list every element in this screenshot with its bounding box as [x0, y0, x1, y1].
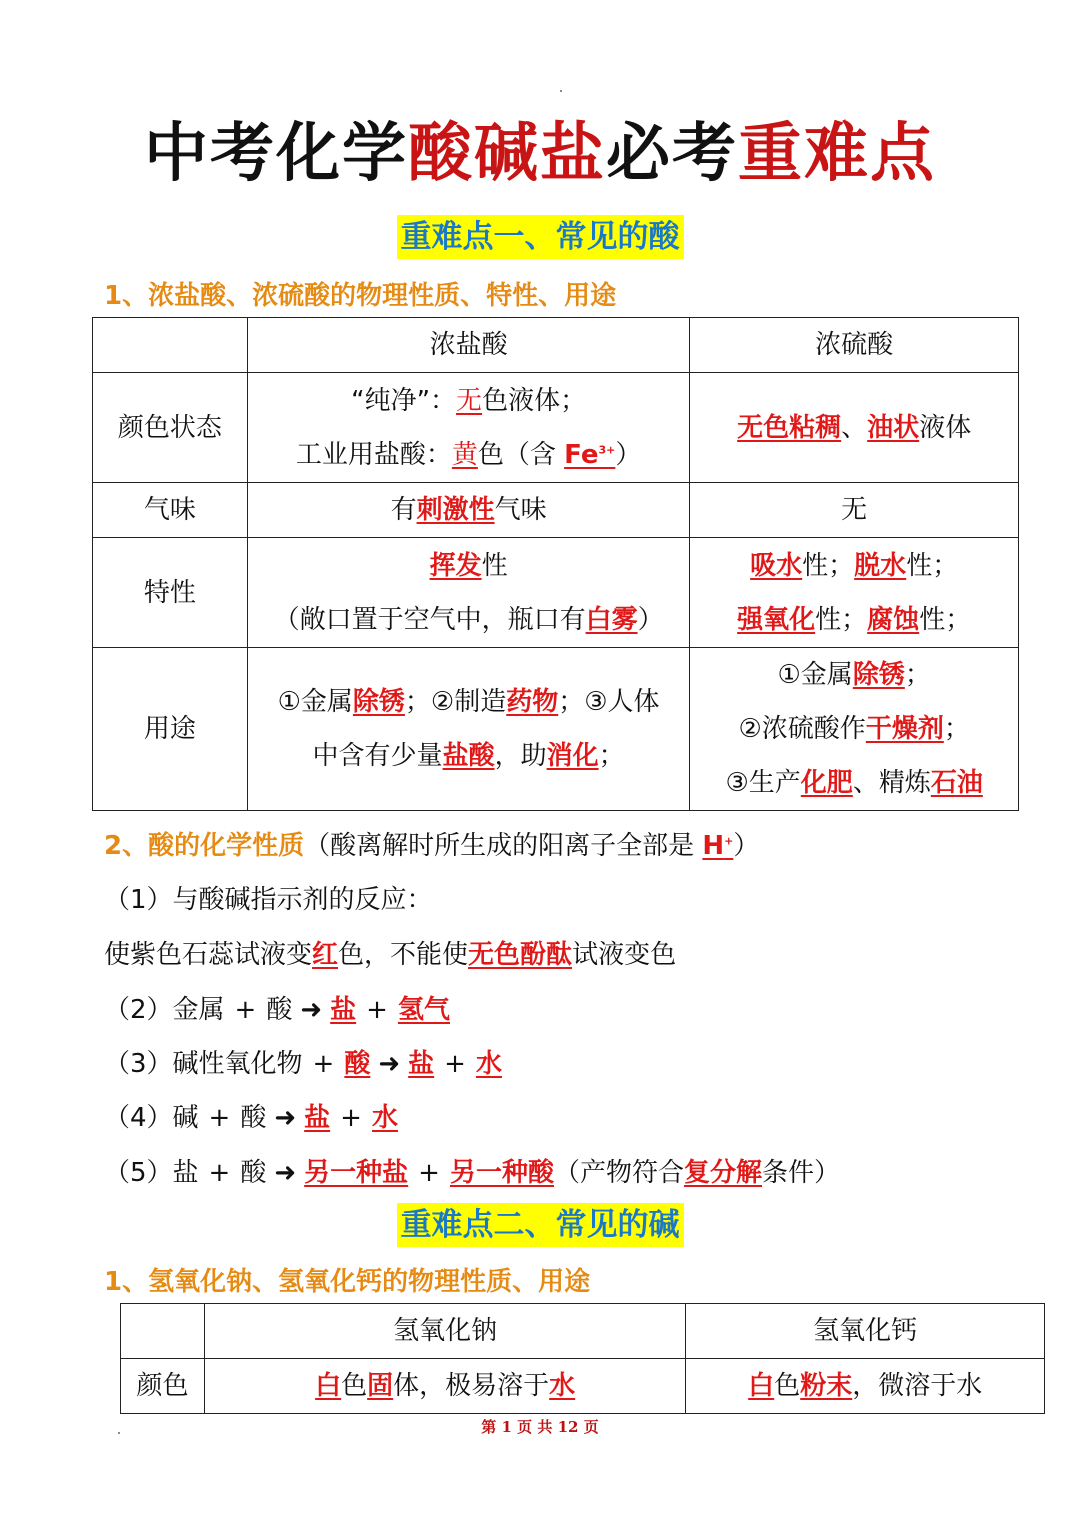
text: （3）碱性氧化物 — [104, 1049, 303, 1079]
table-row — [93, 373, 1019, 483]
answer: 氢气 — [397, 995, 450, 1025]
plus-sign: + — [366, 995, 388, 1025]
subheading-base-properties: 1、氢氧化钠、氢氧化钙的物理性质、用途 — [104, 1267, 591, 1297]
plus-sign: + — [444, 1049, 466, 1079]
answer: 固 — [367, 1371, 394, 1401]
plus-sign: + — [208, 1103, 231, 1133]
text: 工业用盐酸： — [295, 439, 452, 470]
answer: 化肥 — [800, 768, 853, 798]
answer: 水 — [371, 1103, 398, 1133]
section-heading-2-wrap — [0, 1203, 1080, 1247]
arrow-icon: ➜ — [274, 1158, 297, 1188]
h2so4-use — [690, 648, 1019, 811]
hcl-use — [247, 648, 690, 811]
text: 使紫色石蕊试液变 — [104, 940, 313, 970]
text: ①金属 — [277, 687, 353, 717]
answer: 盐 — [304, 1103, 331, 1133]
text: 、 — [841, 412, 868, 443]
page-footer: 第 1 页 共 12 页 — [481, 1418, 599, 1436]
answer: 除锈 — [852, 660, 905, 690]
answer: 除锈 — [352, 687, 405, 717]
text: 色（含 — [477, 439, 565, 470]
text: 气味 — [494, 495, 547, 525]
item-metal-acid — [104, 990, 450, 1030]
text: ，助 — [494, 741, 547, 771]
answer-h-ion — [702, 831, 733, 861]
text: 性； — [906, 550, 959, 581]
ion-symbol: Fe — [564, 439, 599, 470]
text: 有 — [390, 495, 417, 525]
title-part: 中考化学 — [144, 117, 408, 191]
text: ； — [904, 660, 931, 690]
naoh-color — [204, 1359, 685, 1414]
text: 酸 — [240, 1103, 267, 1133]
header-empty-cell — [93, 318, 248, 373]
text: 、精炼 — [852, 768, 931, 798]
text: ； — [598, 741, 625, 771]
row-label-color: 颜色 — [121, 1359, 205, 1414]
header-h2so4: 浓硫酸 — [690, 318, 1019, 373]
answer: 另一种盐 — [304, 1158, 409, 1188]
text: （敞口置于空气中，瓶口有 — [273, 604, 586, 635]
plus-sign: + — [312, 1049, 335, 1079]
answer: 盐 — [408, 1049, 435, 1079]
hcl-color-state — [247, 373, 690, 483]
text: ； — [943, 714, 970, 744]
text: ；③人体 — [558, 687, 660, 717]
text: （产物符合 — [553, 1158, 684, 1188]
answer: 消化 — [546, 741, 599, 771]
answer: 白 — [315, 1371, 342, 1401]
text: 试液变色 — [572, 940, 677, 970]
plus-sign: + — [418, 1158, 440, 1188]
text: ） — [733, 831, 760, 861]
hcl-smell — [247, 483, 690, 538]
text: ②浓硫酸作 — [738, 714, 866, 744]
text: （4）碱 — [104, 1103, 199, 1133]
answer: 脱水 — [854, 550, 907, 581]
row-label-use: 用途 — [93, 648, 248, 811]
text: 色 — [341, 1371, 368, 1401]
answer: 酸 — [344, 1049, 371, 1079]
answer: 粉末 — [800, 1371, 853, 1401]
text: ，微溶于水 — [852, 1371, 983, 1401]
text: 酸 — [240, 1158, 267, 1188]
text: 性； — [919, 604, 972, 635]
answer: 盐酸 — [442, 741, 495, 771]
text: 条件） — [762, 1158, 841, 1188]
text: 性； — [815, 604, 868, 635]
table-row — [93, 538, 1019, 648]
item-indicator-line — [104, 935, 676, 975]
h2so4-color-state — [690, 373, 1019, 483]
item-base-acid — [104, 1098, 398, 1138]
section-heading-bases: 重难点二、常见的碱 — [397, 1203, 684, 1247]
speck-top — [560, 90, 562, 92]
h2so4-smell: 无 — [690, 483, 1019, 538]
answer: 药物 — [506, 687, 559, 717]
answer-fe-ion — [564, 440, 615, 470]
answer: 复分解 — [684, 1158, 763, 1188]
text: （2）金属 — [104, 995, 225, 1025]
subheading-acid-chemical — [104, 828, 759, 864]
answer: 腐蚀 — [867, 604, 920, 635]
plus-sign: + — [340, 1103, 362, 1133]
item-indicator-heading: （1）与酸碱指示剂的反应： — [104, 885, 433, 915]
section-heading-1-wrap — [0, 215, 1080, 259]
text: 性 — [481, 550, 508, 581]
caoh-color — [686, 1359, 1045, 1414]
answer: 吸水 — [750, 550, 803, 581]
page-title — [0, 112, 1080, 196]
answer: 红 — [312, 940, 339, 970]
text: 中含有少量 — [312, 741, 443, 771]
arrow-icon: ➜ — [300, 995, 323, 1025]
row-label-color-state: 颜色状态 — [93, 373, 248, 483]
answer: 强氧化 — [737, 604, 816, 635]
answer: 另一种酸 — [449, 1158, 554, 1188]
answer: 水 — [549, 1371, 576, 1401]
answer: 刺激性 — [416, 495, 495, 525]
row-label-property: 特性 — [93, 538, 248, 648]
text: 液体 — [919, 412, 972, 443]
answer: 油状 — [867, 412, 920, 443]
answer: 无色酚酞 — [468, 940, 573, 970]
ion-symbol: H — [702, 831, 725, 861]
arrow-icon: ➜ — [274, 1103, 297, 1133]
title-highlight: 酸碱盐 — [408, 117, 606, 191]
header-empty-cell — [121, 1304, 205, 1359]
section-heading-acids: 重难点一、常见的酸 — [397, 215, 684, 259]
text: ①金属 — [777, 660, 853, 690]
text: ） — [615, 439, 642, 470]
row-label-smell: 气味 — [93, 483, 248, 538]
h2so4-property — [690, 538, 1019, 648]
table-row — [93, 483, 1019, 538]
ion-charge: 3+ — [598, 442, 616, 456]
answer: 无 — [456, 385, 483, 416]
text: 2、酸的化学性质 — [104, 831, 305, 861]
subheading-acid-properties: 1、浓盐酸、浓硫酸的物理性质、特性、用途 — [104, 281, 617, 311]
text: 性； — [802, 550, 855, 581]
text: “纯净”： — [351, 385, 457, 416]
table-header-row — [93, 318, 1019, 373]
text: （酸离解时所生成的阳离子全部是 — [304, 831, 703, 861]
table-header-row — [121, 1304, 1045, 1359]
table-row — [93, 648, 1019, 811]
answer: 黄 — [451, 439, 478, 470]
answer: 挥发 — [429, 550, 482, 581]
text: ） — [637, 604, 664, 635]
text: 色 — [774, 1371, 801, 1401]
text: 体，极易溶于 — [393, 1371, 550, 1401]
item-oxide-acid — [104, 1044, 502, 1084]
header-caoh: 氢氧化钙 — [686, 1304, 1045, 1359]
text: 色，不能使 — [338, 940, 469, 970]
answer: 干燥剂 — [865, 714, 944, 744]
acid-table — [92, 317, 1019, 811]
item-salt-acid — [104, 1153, 840, 1193]
answer: 白 — [748, 1371, 775, 1401]
ion-charge: + — [724, 834, 734, 848]
hcl-property — [247, 538, 690, 648]
title-highlight: 重难点 — [738, 117, 936, 191]
text: 色液体； — [482, 385, 587, 416]
text: 酸 — [266, 995, 293, 1025]
answer: 石油 — [930, 768, 983, 798]
title-part: 必考 — [606, 117, 738, 191]
header-naoh: 氢氧化钠 — [204, 1304, 685, 1359]
plus-sign: + — [234, 995, 257, 1025]
header-hcl: 浓盐酸 — [247, 318, 690, 373]
base-table — [120, 1303, 1045, 1414]
answer: 盐 — [330, 995, 357, 1025]
plus-sign: + — [208, 1158, 231, 1188]
text: ；②制造 — [404, 687, 507, 717]
table-row — [121, 1359, 1045, 1414]
answer: 无色粘稠 — [737, 412, 842, 443]
text: （5）盐 — [104, 1158, 199, 1188]
text: ③生产 — [725, 768, 801, 798]
answer: 水 — [475, 1049, 502, 1079]
arrow-icon: ➜ — [378, 1049, 401, 1079]
answer: 白雾 — [585, 604, 638, 635]
